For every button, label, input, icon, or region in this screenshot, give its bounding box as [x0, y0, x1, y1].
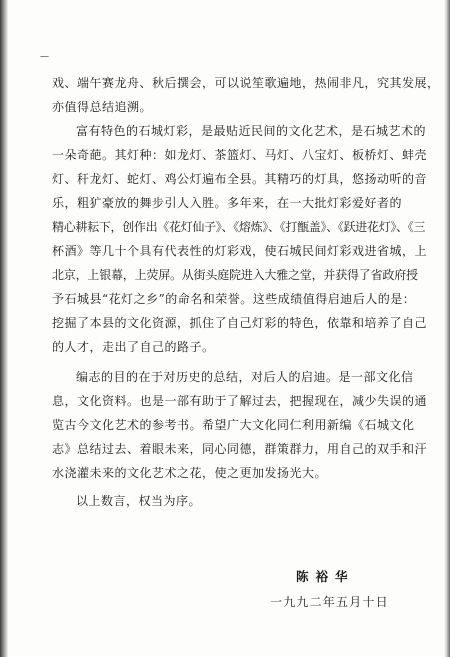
text-line: 富有特色的石城灯彩，是最贴近民间的文化艺术，是石城艺术的 [76, 124, 427, 138]
text-line: 戏、端午赛龙舟、秋后撰会，可以说笙歌遍地，热闹非凡，究其发展， [52, 76, 440, 90]
text-line: 挖掘了本县的文化资源，抓住了自己灯彩的特色，依靠和培养了自己 [52, 316, 428, 330]
author-signature: 陈裕华 [296, 569, 355, 584]
text-line: 亦值得总结追溯。 [52, 100, 153, 114]
text-line: 水浇灌未来的文化艺术之花，使之更加发扬光大。 [52, 466, 328, 480]
text-line: 杯酒》等几十个具有代表性的灯彩戏，使石城民间灯彩戏进省城，上 [52, 244, 428, 258]
scan-mark: — [40, 52, 48, 62]
document-date: 一九九二年五月十日 [270, 595, 389, 609]
text-line: 息，文化资料。也是一部有助于了解过去，把握现在，减少失误的通 [52, 394, 428, 408]
text-line: 一朵奇葩。其灯种：如龙灯、茶篮灯、马灯、八宝灯、板桥灯、蚌壳 [52, 148, 428, 162]
text-line: 灯、秆龙灯、蛇灯、鸡公灯遍布全县。其精巧的灯具，悠扬动听的音 [52, 172, 428, 186]
scan-edge-left [0, 0, 8, 657]
text-line: 志》总结过去、着眼未来，同心同德，群策群力，用自己的双手和汗 [52, 442, 428, 456]
text-line: 北京，上银幕，上荧屏。从街头庭院进入大雅之堂，并获得了省政府授 [52, 268, 418, 282]
text-line: 的人才，走出了自己的路子。 [52, 340, 215, 354]
text-line: 乐，粗犷豪放的舞步引人入胜。多年来，在一大批灯彩爱好者的 [52, 196, 403, 210]
scan-edge-right [444, 0, 450, 657]
text-line: 精心耕耘下，创作出《花灯仙子》、《熔炼》、《打甑盖》、《跃进花灯》、《三 [52, 220, 426, 234]
text-line: 予石城县“花灯之乡”的命名和荣誉。这些成绩值得启迪后人的是： [52, 292, 416, 306]
text-line: 览古今文化艺术的参考书。希望广大文化同仁利用新编《石城文化 [52, 418, 415, 432]
text-line: 以上数言，权当为序。 [76, 494, 202, 508]
text-line: 编志的目的在于对历史的总结，对后人的启迪。是一部文化信 [76, 370, 414, 384]
